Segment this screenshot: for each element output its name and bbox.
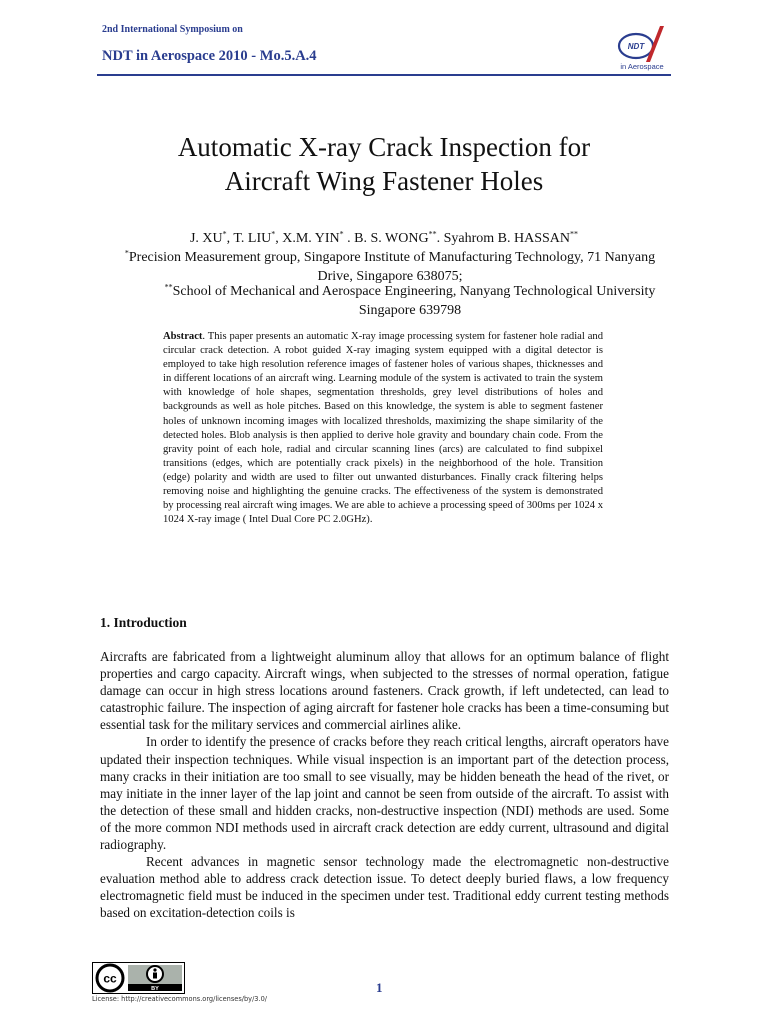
abstract bbox=[163, 330, 603, 527]
author-mark: ** bbox=[428, 229, 437, 239]
author-name: J. XU bbox=[189, 231, 223, 246]
body-paragraph: Recent advances in magnetic sensor technology made the electromagnetic non-destructive evaluation method able to address crack detection issue. To detect deeply buried flaws, a low frequency electromagnetic field must be induced in the specimen under test. Traditional eddy current testing methods based on excitation-detection coils is bbox=[100, 854, 669, 921]
affiliation-text: School of Mechanical and Aerospace Engineering, Nanyang Technological University Singapore 639798 bbox=[172, 284, 656, 318]
author-separator: . bbox=[343, 231, 355, 246]
author-mark: * bbox=[222, 229, 227, 239]
affiliation-text: Precision Measurement group, Singapore Institute of Manufacturing Technology, 71 Nanyang Drive, Singapore 638075; bbox=[128, 250, 656, 284]
author-name: B. S. WONG bbox=[354, 231, 429, 246]
ndt-logo-icon bbox=[608, 22, 672, 72]
affiliation-1 bbox=[110, 248, 670, 286]
author-separator: , bbox=[226, 231, 234, 246]
affiliation-2 bbox=[160, 282, 660, 320]
header-divider bbox=[97, 74, 671, 76]
body-paragraph: Aircrafts are fabricated from a lightweight aluminum alloy that allows for an optimum balance of flight properties and cargo capacity. Aircraft wings, when subjected to the stresses of normal operation, fatigue damage can occur in high stress locations around fasteners. Crack growth, if left undetected, can lead to catastrophic failure. The inspection of aging aircraft for fastener hole cracks has been a time-consuming but essential task for the military services and commercial airlines alike. bbox=[100, 649, 669, 733]
paper-title-line-1: Automatic X-ray Crack Inspection for bbox=[177, 132, 591, 162]
paper-title-line-2: Aircraft Wing Fastener Holes bbox=[224, 166, 544, 196]
author-mark: ** bbox=[570, 229, 578, 239]
cc-by-icon bbox=[92, 962, 185, 994]
affiliation-mark: * bbox=[124, 248, 129, 258]
by-text: BY bbox=[151, 986, 159, 992]
author-name: X.M. YIN bbox=[282, 231, 340, 246]
license-url[interactable]: License: http://creativecommons.org/licenses/by/3.0/ bbox=[92, 995, 268, 1003]
body-paragraph: In order to identify the presence of cracks before they reach critical lengths, aircraft operators have updated their inspection techniques. While visual inspection is an important part of the detection process, many cracks in their initiation are too small to see visually, may be hidden beneath the head of the rivet, or may initiate in the inner layer of the lap joint and cannot be seen from outside of the aircraft. To assist with the detection of these small and hidden cracks, non-destructive inspection (NDI) methods are used. Some of the more common NDI methods used in aircraft crack detection are eddy current, ultrasound and digital radiography. bbox=[100, 734, 669, 853]
introduction-body bbox=[100, 648, 669, 922]
logo-subtitle-text: in Aerospace bbox=[620, 62, 664, 71]
author-mark: * bbox=[271, 229, 276, 239]
ndt-aerospace-logo bbox=[608, 22, 672, 72]
paper-title bbox=[0, 130, 768, 198]
abstract-text: . This paper presents an automatic X-ray image processing system for fastener hole radial and circular crack detection. A robot guided X-ray imaging system equipped with a digital detector is employed to take high resolution reference images of fastener holes of various shapes, thicknesses and in different locations of an aircraft wing. Learning module of the system is activated to train the system with knowledge of hole shapes, segmentation thresholds, grey level distributions of holes and backgrounds as well as hole pitches. Based on this knowledge, the system is able to segment fastener holes of unknown incoming images with localized thresholds, maximizing the shape similarity of the detected holes. Blob analysis is then applied to derive hole gravity and boundary chain code. From the gravity point of each hole, radial and circular scanning lines (arcs) are calculated to find subpixel transitions (edges, which are potentially crack pixels) in the neighborhood of the hole. Transition (edge) polarity and width are used to filter out unwanted disturbances. Finally crack filtering helps removing noise and highlighting the genuine cracks. The effectiveness of the system is demonstrated by processing real aircraft wing images. We are able to achieve a processing speed of 300ms per 1024 x 1024 X-ray image ( Intel Dual Core PC 2.0GHz). bbox=[163, 331, 603, 526]
symposium-line: 2nd International Symposium on bbox=[102, 24, 243, 35]
author-name: Syahrom B. HASSAN bbox=[443, 231, 570, 246]
author-separator: . bbox=[436, 231, 444, 246]
author-mark: * bbox=[339, 229, 344, 239]
conference-line: NDT in Aerospace 2010 - Mo.5.A.4 bbox=[102, 48, 317, 64]
cc-by-license-badge[interactable] bbox=[92, 962, 185, 994]
abstract-label: Abstract bbox=[163, 331, 203, 342]
affiliation-mark: ** bbox=[164, 282, 173, 292]
cc-text: cc bbox=[103, 971, 117, 986]
page-number: 1 bbox=[376, 980, 383, 995]
author-name: T. LIU bbox=[233, 231, 272, 246]
author-separator: , bbox=[275, 231, 283, 246]
section-heading-introduction: 1. Introduction bbox=[100, 615, 187, 630]
logo-ndt-text: NDT bbox=[627, 42, 645, 51]
author-list bbox=[0, 231, 768, 247]
